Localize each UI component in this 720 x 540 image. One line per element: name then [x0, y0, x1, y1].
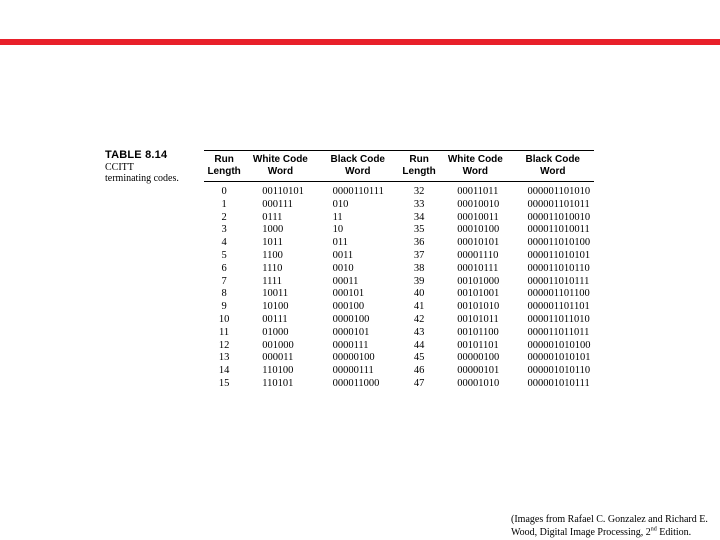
cell-black-code-word: 10 — [332, 224, 344, 236]
cell-black-code-word: 000101 — [332, 288, 365, 300]
table-row — [204, 199, 594, 212]
header-black-code-word — [317, 151, 399, 182]
cell-black-code-word: 000011010110 — [527, 262, 590, 274]
cell-black-code-word: 000011010101 — [527, 249, 591, 261]
table-row — [204, 378, 594, 391]
cell-white-code-word: 1111 — [262, 275, 283, 287]
cell-white-code-word: 00101011 — [457, 313, 499, 325]
table-body — [204, 182, 594, 391]
cell-white-code-word: 1011 — [262, 237, 283, 249]
header-run-length — [204, 151, 244, 182]
header-text: Black Code — [525, 154, 580, 165]
cell-black-code-word: 000100 — [332, 301, 365, 313]
cell-black-code-word: 0010 — [332, 262, 354, 274]
cell-black-code-word: 11 — [332, 211, 343, 223]
header-run-length — [399, 151, 439, 182]
table-row — [204, 365, 594, 378]
caption-title: TABLE 8.14 — [105, 149, 168, 161]
cell-run-length: 1 — [221, 198, 227, 210]
cell-run-length: 41 — [413, 301, 425, 313]
cell-white-code-word: 00010011 — [457, 211, 499, 223]
cell-run-length: 4 — [221, 237, 227, 249]
cell-white-code-word: 00101101 — [457, 339, 499, 351]
cell-run-length: 44 — [413, 339, 425, 351]
header-text: White Code — [252, 154, 308, 165]
cell-run-length: 7 — [221, 275, 227, 287]
cell-black-code-word: 000011000 — [332, 377, 380, 389]
cell-white-code-word: 1110 — [262, 262, 283, 274]
cell-black-code-word: 000001010101 — [527, 352, 591, 364]
cell-black-code-word: 0000110111 — [332, 186, 384, 197]
cell-white-code-word: 00110101 — [262, 186, 304, 197]
cell-run-length: 5 — [221, 249, 227, 261]
header-text: Word — [267, 166, 294, 177]
header-text: Run — [214, 154, 234, 165]
cell-black-code-word: 000001101100 — [527, 288, 590, 300]
cell-white-code-word: 00101000 — [457, 275, 500, 287]
ccitt-terminating-codes-table — [204, 150, 594, 391]
cell-run-length: 8 — [221, 288, 227, 300]
cell-white-code-word: 0111 — [262, 211, 283, 223]
cell-white-code-word: 110100 — [262, 365, 294, 377]
cell-black-code-word: 000001010110 — [527, 365, 591, 377]
cell-run-length: 43 — [413, 326, 425, 338]
header-white-code-word — [244, 151, 316, 182]
table-row — [204, 327, 594, 340]
cell-black-code-word: 010 — [332, 198, 349, 210]
cell-run-length: 37 — [413, 249, 425, 261]
cell-black-code-word: 000001010111 — [527, 377, 590, 389]
caption-line-1: CCITT — [105, 162, 134, 173]
cell-run-length: 33 — [413, 198, 425, 210]
cell-white-code-word: 00010100 — [457, 224, 500, 236]
header-text: Run — [409, 154, 429, 165]
cell-black-code-word: 0011 — [332, 249, 354, 261]
cell-run-length: 40 — [413, 288, 425, 300]
cell-run-length: 14 — [218, 365, 230, 377]
header-text: Black Code — [330, 154, 385, 165]
cell-white-code-word: 1000 — [262, 224, 284, 236]
ccitt-table-container — [204, 150, 594, 391]
cell-white-code-word: 00001110 — [457, 249, 499, 261]
cell-run-length: 11 — [219, 326, 230, 338]
top-accent-bar — [0, 39, 720, 45]
cell-white-code-word: 1100 — [262, 249, 283, 261]
table-row — [204, 340, 594, 353]
cell-black-code-word: 00000100 — [332, 352, 375, 364]
attribution-line-2-text: Wood, Digital Image Processing, 2 — [511, 526, 651, 538]
header-black-code-word — [512, 151, 594, 182]
header-white-code-word — [439, 151, 511, 182]
cell-white-code-word: 000111 — [262, 198, 293, 210]
cell-white-code-word: 00111 — [262, 313, 288, 325]
cell-black-code-word: 000011011010 — [527, 313, 590, 325]
cell-run-length: 46 — [413, 365, 425, 377]
image-attribution — [511, 514, 708, 539]
header-text: Word — [462, 166, 489, 177]
table-caption — [105, 148, 200, 184]
table-row — [204, 314, 594, 327]
header-text: Length — [207, 166, 241, 177]
cell-black-code-word: 000011010010 — [527, 211, 591, 223]
cell-white-code-word: 00010101 — [457, 237, 500, 249]
cell-black-code-word: 000011010111 — [527, 275, 590, 287]
cell-run-length: 6 — [221, 262, 227, 274]
header-text: White Code — [447, 154, 503, 165]
cell-black-code-word: 0000111 — [332, 339, 369, 351]
cell-white-code-word: 00101001 — [457, 288, 500, 300]
table-row — [204, 352, 594, 365]
table-row — [204, 276, 594, 289]
table-row — [204, 224, 594, 237]
cell-black-code-word: 000001010100 — [527, 339, 591, 351]
attribution-line-2 — [511, 527, 708, 540]
cell-black-code-word: 00011 — [332, 275, 359, 287]
cell-run-length: 35 — [413, 224, 425, 236]
attribution-superscript: nd — [650, 526, 657, 533]
table-row — [204, 301, 594, 314]
cell-white-code-word: 01000 — [262, 326, 289, 338]
header-text: Word — [345, 166, 371, 177]
cell-white-code-word: 00011011 — [457, 186, 499, 197]
cell-black-code-word: 000001101101 — [527, 301, 590, 313]
cell-white-code-word: 00010010 — [457, 198, 500, 210]
cell-white-code-word: 10100 — [262, 301, 289, 313]
cell-run-length: 13 — [218, 352, 230, 364]
cell-run-length: 2 — [221, 211, 227, 223]
cell-run-length: 10 — [218, 313, 230, 325]
cell-run-length: 47 — [413, 377, 425, 389]
table-row — [204, 212, 594, 225]
cell-black-code-word: 000001101010 — [527, 186, 591, 197]
caption-line-2: terminating codes. — [105, 173, 179, 184]
table-row — [204, 250, 594, 263]
table-row — [204, 288, 594, 301]
table-row — [204, 182, 594, 199]
cell-run-length: 45 — [413, 352, 425, 364]
cell-run-length: 32 — [413, 186, 425, 197]
cell-white-code-word: 00000100 — [457, 352, 500, 364]
cell-black-code-word: 000001101011 — [527, 198, 590, 210]
cell-run-length: 0 — [221, 186, 227, 197]
cell-white-code-word: 00000101 — [457, 365, 500, 377]
table-row — [204, 237, 594, 250]
cell-white-code-word: 00010111 — [457, 262, 499, 274]
cell-black-code-word: 0000100 — [332, 313, 370, 325]
cell-white-code-word: 00101100 — [457, 326, 499, 338]
attribution-line-1: (Images from Rafael C. Gonzalez and Richard E. — [511, 514, 708, 525]
cell-white-code-word: 00101010 — [457, 301, 500, 313]
cell-white-code-word: 000011 — [262, 352, 294, 364]
cell-white-code-word: 10011 — [262, 288, 289, 300]
attribution-line-2-end: Edition. — [656, 526, 692, 538]
cell-black-code-word: 000011011011 — [527, 326, 590, 338]
table-row — [204, 263, 594, 276]
table-header-row — [204, 151, 594, 182]
header-text: Length — [402, 166, 436, 177]
cell-run-length: 15 — [218, 377, 230, 389]
cell-run-length: 34 — [413, 211, 425, 223]
header-text: Word — [540, 166, 566, 177]
cell-run-length: 39 — [413, 275, 425, 287]
cell-black-code-word: 000011010011 — [527, 224, 590, 236]
cell-run-length: 12 — [218, 339, 230, 351]
cell-white-code-word: 110101 — [262, 377, 294, 389]
cell-black-code-word: 00000111 — [332, 365, 374, 377]
cell-run-length: 3 — [221, 224, 227, 236]
cell-black-code-word: 011 — [332, 237, 348, 249]
cell-run-length: 42 — [413, 313, 425, 325]
cell-black-code-word: 000011010100 — [527, 237, 591, 249]
cell-white-code-word: 001000 — [262, 339, 294, 351]
cell-black-code-word: 0000101 — [332, 326, 370, 338]
cell-run-length: 36 — [413, 237, 425, 249]
cell-run-length: 38 — [413, 262, 425, 274]
cell-white-code-word: 00001010 — [457, 377, 500, 389]
cell-run-length: 9 — [221, 301, 227, 313]
